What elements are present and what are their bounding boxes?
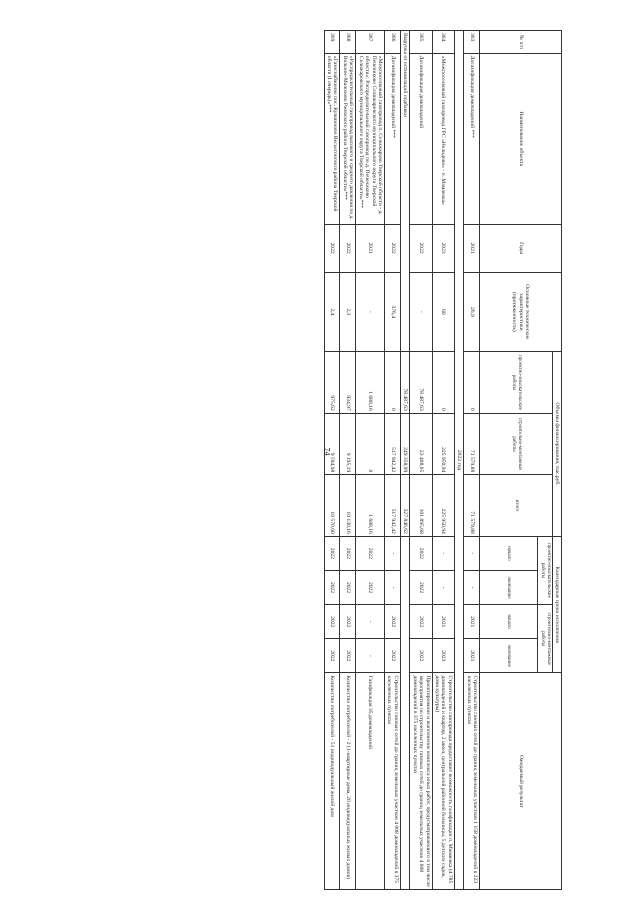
- subtotal-row: [400, 31, 409, 890]
- cell-name: «Межпоселковый газопровод ГРС «Нелидово» - п. Мамаевка»: [432, 53, 454, 224]
- cell-result: Строительство газовых сетей до границ земельных участков 4 008 домовладений в 375 населенных пунктах: [385, 673, 401, 890]
- cell-pir-end: -: [432, 570, 454, 604]
- cell-name: Догазификация домовладений ***: [385, 53, 401, 224]
- cell-num: 368: [340, 31, 356, 54]
- header-name: Наименование объекта: [480, 53, 562, 224]
- cell-pir-end: 2022: [340, 570, 356, 604]
- cell-smr: 9 195,19: [340, 413, 356, 475]
- header-start-1: начало: [480, 536, 538, 570]
- cell-smr-start: 2021: [432, 605, 454, 639]
- cell-smr-end: 2022: [410, 639, 432, 673]
- cell-pir-start: -: [432, 536, 454, 570]
- header-cal-design: проектно-изыскательские работы: [538, 536, 553, 604]
- cell-pir: 934,97: [340, 352, 356, 414]
- cell-smr-start: 2022: [410, 605, 432, 639]
- cell-num: 369: [324, 31, 340, 54]
- cell-chars: -: [410, 272, 432, 352]
- header-start-2: начало: [480, 605, 538, 639]
- cell-result: Количество потребителей - 51 индивидуальный жилой дом: [324, 673, 340, 890]
- header-funding-design: проектно-изыскательские работы: [480, 352, 553, 414]
- cell-smr: 9 594,98: [324, 413, 340, 475]
- cell-result: Количество потребителей - 2 (1-квартирные дома, 20 индивидуальных жилых домов): [340, 673, 356, 890]
- cell-smr-end: -: [356, 639, 385, 673]
- cell-pir-start: 2022: [324, 536, 340, 570]
- cell-pir: 1 688,16: [356, 352, 385, 414]
- cell-years: 2022: [340, 224, 356, 272]
- table-row-363: [464, 31, 480, 890]
- cell-smr-start: 2022: [340, 605, 356, 639]
- cell-smr-end: 2022: [324, 639, 340, 673]
- cell-total: 101 895,68: [410, 475, 432, 537]
- cell-pir-end: 2022: [324, 570, 340, 604]
- cell-result: Строительство газопровода предоставит возможность газификации п. Мамаевка (4 785 домовладений и квартир, 2 школ, центральной районной больницы, 5 детских садов, дома культуры): [432, 673, 454, 890]
- cell-pir: 78 487,63: [410, 352, 432, 414]
- cell-total: 225 950,94: [432, 475, 454, 537]
- year-separator-row: [454, 31, 463, 890]
- cell-num: 363: [464, 31, 480, 54]
- table-row-367: [356, 31, 385, 890]
- cell-years: 2022: [410, 224, 432, 272]
- cell-pir-end: -: [464, 570, 480, 604]
- cell-years: 2023: [432, 224, 454, 272]
- cell-name: «Межпоселковый газопровод п. Селижарово Тверской области - д. Печениково Селижаровского муниципального округа Тверской области»; Распределительный газопровод по д. Печениково Селижаровского муниципального округа Тверской области»***: [356, 53, 385, 224]
- cell-pir-end: -: [385, 570, 401, 604]
- year-label: 2022 год: [454, 31, 463, 890]
- cell-pir: 975,62: [324, 352, 340, 414]
- cell-pir: 0: [464, 352, 480, 414]
- page-number: 74: [322, 447, 332, 456]
- landscape-table-sheet: [102, 30, 562, 890]
- table-row-368: [340, 31, 356, 890]
- cell-name: «Газоснабжение пос. Кувшиново Весьегонского района Тверской области (I очередь)»***: [324, 53, 340, 224]
- cell-chars: -: [356, 272, 385, 352]
- cell-name: Догазификация домовладений: [410, 53, 432, 224]
- cell-pir-start: 2022: [410, 536, 432, 570]
- header-funding: Объемы финансирования, тыс.руб.: [552, 352, 561, 537]
- subtotal-filler: [400, 536, 409, 889]
- table-row-365: [410, 31, 432, 890]
- cell-pir-end: 2022: [356, 570, 385, 604]
- subtotal-pir: 78 487,63: [400, 352, 409, 414]
- cell-total: 1 688,16: [356, 475, 385, 537]
- cell-smr: 71 579,88: [464, 413, 480, 475]
- cell-total: 10 130,16: [340, 475, 356, 537]
- cell-result: Строительство газовых сетей до границ земельных участков 1 158 домовладений в 223 населенных пунктах: [464, 673, 480, 890]
- cell-result: Проектирование и выполнение комплекса иных работ, предусматривающего в том числе мероприятия по строительству газовых сетей до границ земельных участков 4 008 домовладений в 375 населенных пунктах: [410, 673, 432, 890]
- header-end-2: окончание: [480, 639, 538, 673]
- program-table: [324, 30, 562, 890]
- cell-smr-start: 2021: [464, 605, 480, 639]
- cell-pir-start: -: [385, 536, 401, 570]
- cell-num: 366: [385, 31, 401, 54]
- cell-pir-end: 2022: [410, 570, 432, 604]
- cell-pir-start: 2022: [340, 536, 356, 570]
- cell-smr-end: 2022: [385, 639, 401, 673]
- cell-smr-start: 2022: [385, 605, 401, 639]
- cell-smr: 225 950,94: [432, 413, 454, 475]
- cell-num: 364: [432, 31, 454, 54]
- cell-result: Газификация 35 домовладений: [356, 673, 385, 890]
- cell-total: 71 579,88: [464, 475, 480, 537]
- cell-num: 365: [410, 31, 432, 54]
- header-years: Годы: [480, 224, 562, 272]
- cell-chars: 60: [432, 272, 454, 352]
- cell-years: 2021: [356, 224, 385, 272]
- cell-smr-end: 2022: [340, 639, 356, 673]
- cell-num: 367: [356, 31, 385, 54]
- table-row-366: [385, 31, 401, 890]
- cell-chars: 26,9: [464, 272, 480, 352]
- cell-pir-start: -: [464, 536, 480, 570]
- table-row-364: [432, 31, 454, 890]
- subtotal-smr: 249 358,99: [400, 413, 409, 475]
- cell-smr-end: 2021: [464, 639, 480, 673]
- cell-chars: 376,4: [385, 272, 401, 352]
- cell-smr-start: -: [356, 605, 385, 639]
- cell-smr-end: 2023: [432, 639, 454, 673]
- header-end-1: окончание: [480, 570, 538, 604]
- cell-pir-start: 2022: [356, 536, 385, 570]
- header-chars: Основные технические характеристики (протяженность): [480, 272, 562, 352]
- cell-total: 517 942,42: [385, 475, 401, 537]
- header-result: Ожидаемый результат: [480, 673, 562, 890]
- subtotal-total: 327 846,62: [400, 475, 409, 537]
- cell-years: 2021: [464, 224, 480, 272]
- header-funding-total: итого: [480, 475, 553, 537]
- cell-years: 2022: [324, 224, 340, 272]
- cell-name: Догазификация домовладений ***: [464, 53, 480, 224]
- header-calendar: Календарные сроки исполнения: [552, 536, 561, 673]
- cell-smr: 23 408,05: [410, 413, 432, 475]
- header-cal-build: строительно-монтажные работы: [538, 605, 553, 673]
- cell-smr: 517 942,42: [385, 413, 401, 475]
- cell-smr-start: 2022: [324, 605, 340, 639]
- header-num: № п/п: [480, 31, 562, 54]
- cell-pir: 0: [432, 352, 454, 414]
- cell-chars: 2,4: [324, 272, 340, 352]
- header-funding-build: строительно-монтажные работы: [480, 413, 553, 475]
- cell-total: 10 570,60: [324, 475, 340, 537]
- cell-name: «Распределительный газопровод высокого и среднего давления по д. Вольное-Малохово Ржевского района Тверской области»***: [340, 53, 356, 224]
- cell-years: 2022: [385, 224, 401, 272]
- cell-pir: 0: [385, 352, 401, 414]
- table-row-369: [324, 31, 340, 890]
- subtotal-label: Выручка от оптимизаций подбавки: [400, 31, 409, 352]
- cell-smr: 0: [356, 413, 385, 475]
- cell-chars: 2,3: [340, 272, 356, 352]
